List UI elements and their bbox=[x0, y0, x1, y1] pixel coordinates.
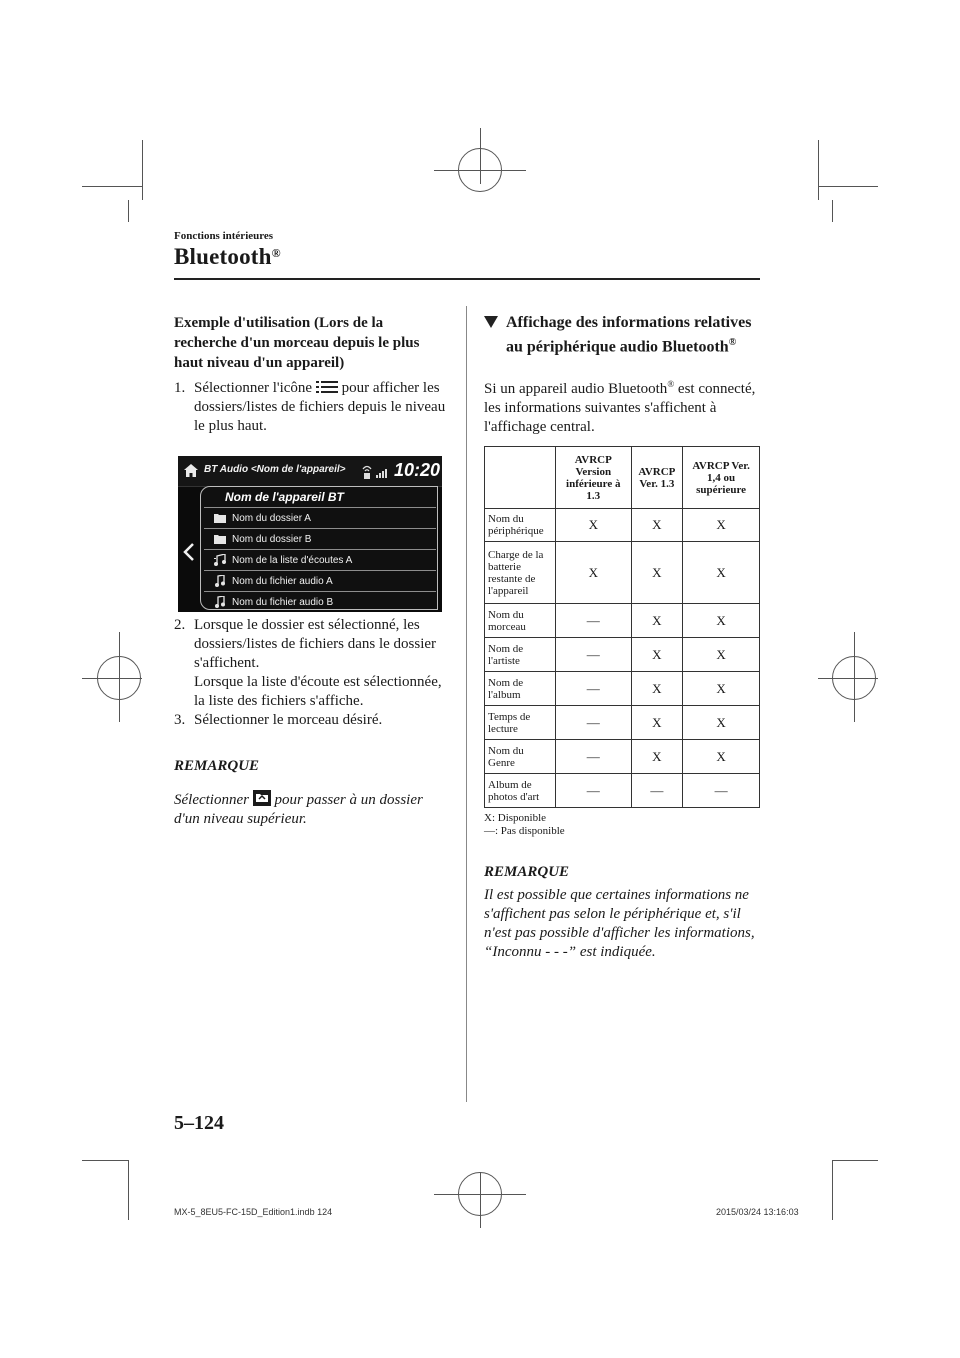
remark-text-right: Il est possible que certaines informations ne s'affichent pas selon le périphérique et, s'il n'est pas possible d'afficher les informations, “Inconnu - - -” est indiquée. bbox=[484, 887, 755, 960]
parent-folder-icon bbox=[253, 790, 271, 806]
screen-status-bar bbox=[178, 456, 442, 487]
header-rule bbox=[174, 278, 760, 280]
folder-icon bbox=[214, 513, 226, 523]
info-heading: Affichage des informations relatives au périphérique audio Bluetooth® bbox=[484, 313, 760, 357]
music-note-icon bbox=[214, 575, 226, 587]
bluetooth-connection-icon bbox=[361, 463, 373, 479]
page-title: Bluetooth® bbox=[174, 244, 281, 269]
column-header: AVRCP Ver. 1.3 bbox=[631, 447, 683, 509]
table-row: Nom de l'album — X X bbox=[485, 672, 760, 706]
table-legend: X: Disponible —: Pas disponible bbox=[484, 812, 565, 837]
table-row: Nom du Genre — X X bbox=[485, 740, 760, 774]
signal-strength-icon bbox=[376, 468, 390, 478]
music-note-icon bbox=[214, 596, 226, 608]
table-row: Album de photos d'art — — — bbox=[485, 774, 760, 808]
triangle-bullet-icon bbox=[484, 316, 498, 328]
step-1: 1. Sélectionner l'icône pour afficher les dossiers/listes de fichiers depuis le niveau le plus haut. bbox=[174, 380, 446, 434]
avrcp-info-table bbox=[484, 446, 760, 808]
list-item[interactable]: Nom du dossier B bbox=[204, 528, 436, 549]
column-header: AVRCP Version inférieure à 1.3 bbox=[556, 447, 632, 509]
step-2: 2. Lorsque le dossier est sélectionné, les dossiers/listes de fichiers dans le dossier s'affichent. Lorsque la liste d'écoute est sélectionnée, la liste des fichiers s'affiche. bbox=[174, 617, 442, 709]
table-header-row bbox=[485, 447, 760, 509]
home-icon[interactable] bbox=[184, 464, 198, 477]
list-item[interactable]: Nom du dossier A bbox=[204, 507, 436, 528]
playlist-icon bbox=[214, 554, 226, 566]
back-arrow-icon[interactable] bbox=[182, 542, 196, 562]
column-separator bbox=[466, 306, 467, 1102]
device-name: Nom de l'appareil BT bbox=[225, 490, 344, 504]
page-number: 5–124 bbox=[174, 1112, 224, 1134]
screen-title: BT Audio <Nom de l'appareil> bbox=[204, 464, 346, 475]
screen-list-panel bbox=[200, 486, 438, 610]
table-row: Nom de l'artiste — X X bbox=[485, 638, 760, 672]
screen-clock: 10:20 bbox=[394, 460, 441, 480]
list-icon bbox=[316, 380, 338, 394]
steps-2-3 bbox=[174, 616, 446, 730]
example-heading: Exemple d'utilisation (Lors de la recherche d'un morceau depuis le plus haut niveau d'un appareil) bbox=[174, 315, 420, 371]
folder-icon bbox=[214, 534, 226, 544]
info-intro: Si un appareil audio Bluetooth® est connecté, les informations suivantes s'affichent à l'affichage central. bbox=[484, 379, 756, 435]
table-row: Nom du morceau — X X bbox=[485, 604, 760, 638]
footer-timestamp: 2015/03/24 13:16:03 bbox=[716, 1207, 799, 1217]
table-row: Charge de la batterie restante de l'appareil X X X bbox=[485, 542, 760, 604]
remark-text-left: Sélectionner pour passer à un dossier d'un niveau supérieur. bbox=[174, 792, 423, 827]
table-row: Nom du périphérique X X X bbox=[485, 509, 760, 542]
column-header: AVRCP Ver. 1,4 ou supérieure bbox=[683, 447, 760, 509]
section-label: Fonctions intérieures bbox=[174, 230, 274, 242]
list-item[interactable]: Nom du fichier audio B bbox=[204, 591, 436, 612]
remark-heading-left: REMARQUE bbox=[174, 758, 260, 774]
list-item[interactable]: Nom de la liste d'écoutes A bbox=[204, 549, 436, 570]
table-row: Temps de lecture — X X bbox=[485, 706, 760, 740]
step-3: 3. Sélectionner le morceau désiré. bbox=[174, 712, 383, 728]
footer-file: MX-5_8EU5-FC-15D_Edition1.indb 124 bbox=[174, 1207, 333, 1217]
bt-audio-screen bbox=[178, 456, 442, 612]
folder-list bbox=[204, 507, 436, 612]
remark-heading-right: REMARQUE bbox=[484, 864, 570, 880]
list-item[interactable]: Nom du fichier audio A bbox=[204, 570, 436, 591]
